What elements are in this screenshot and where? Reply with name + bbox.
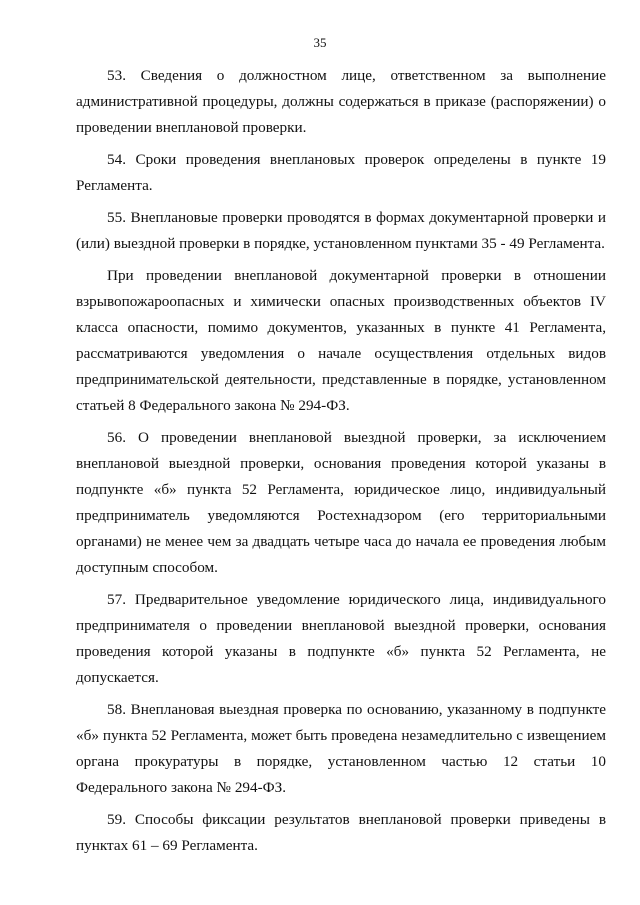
paragraph-55-continued: При проведении внеплановой документарной проверки в отношении взрывопожароопасных и химически опасных производственных объектов IV класса опасности, помимо документов, указанных в пункте 41 Регламента, рассматриваются уведомления о начале осуществления отдельных видов предпринимательской деятельности, представленные в порядке, установленном статьей 8 Федерального закона № 294-ФЗ.: [76, 267, 606, 414]
paragraph-54: 54. Сроки проведения внеплановых проверок определены в пункте 19 Регламента.: [76, 151, 606, 194]
paragraph-59: 59. Способы фиксации результатов внеплановой проверки приведены в пунктах 61 – 69 Регламента.: [76, 811, 606, 854]
page-number: 35: [313, 35, 327, 50]
paragraph-55: 55. Внеплановые проверки проводятся в формах документарной проверки и (или) выездной проверки в порядке, установленном пунктами 35 - 49 Регламента.: [76, 209, 606, 252]
paragraph-57: 57. Предварительное уведомление юридического лица, индивидуального предпринимателя о проведении внеплановой выездной проверки, основания проведения которой указаны в подпункте «б» пункта 52 Регламента, не допускается.: [76, 591, 606, 686]
paragraph-53: 53. Сведения о должностном лице, ответственном за выполнение административной процедуры, должны содержаться в приказе (распоряжении) о проведении внеплановой проверки.: [76, 67, 606, 136]
paragraph-58: 58. Внеплановая выездная проверка по основанию, указанному в подпункте «б» пункта 52 Регламента, может быть проведена незамедлительно с извещением органа прокуратуры в порядке, установленном частью 12 статьи 10 Федерального закона № 294-ФЗ.: [76, 701, 606, 796]
document-body: [76, 63, 606, 859]
paragraph-56: 56. О проведении внеплановой выездной проверки, за исключением внеплановой выездной проверки, основания проведения которой указаны в подпункте «б» пункта 52 Регламента, юридическое лицо, индивидуальный предприниматель уведомляются Ростехнадзором (его территориальными органами) не менее чем за двадцать четыре часа до начала ее проведения любым доступным способом.: [76, 429, 606, 576]
